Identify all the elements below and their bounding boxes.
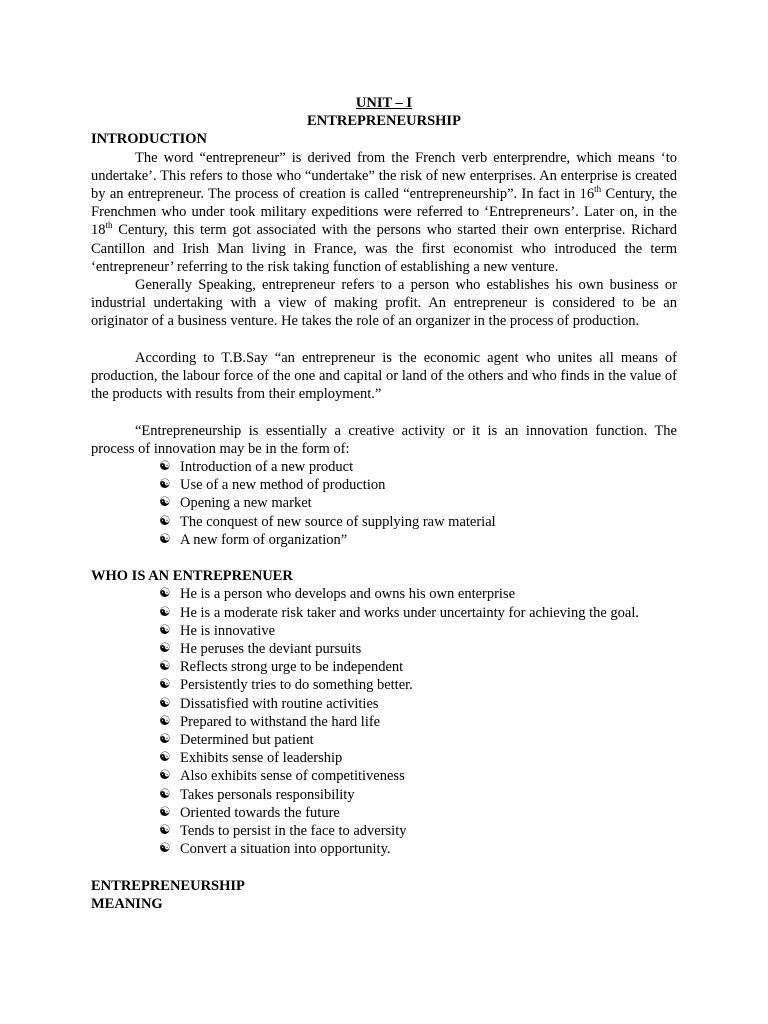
list-item [159,749,677,767]
yin-yang-bullet-icon: ☯ [159,732,171,748]
list-item [159,786,677,804]
list-item-text: He is innovative [180,622,276,639]
yin-yang-bullet-icon: ☯ [159,495,171,511]
list-item [159,585,677,603]
spacer [91,858,677,876]
list-item [159,658,677,676]
yin-yang-bullet-icon: ☯ [159,513,171,529]
superscript-th-2: th [105,220,113,231]
innovation-list [91,458,677,549]
yin-yang-bullet-icon: ☯ [159,713,171,729]
list-item-text: Tends to persist in the face to adversity [180,823,407,840]
list-item [159,731,677,749]
spacer [91,403,677,421]
list-item-text: Use of a new method of production [180,477,386,494]
list-item-text: Also exhibits sense of competitiveness [180,768,405,785]
yin-yang-bullet-icon: ☯ [159,823,171,839]
list-item-text: Persistently tries to do something better. [180,677,413,694]
list-item [159,767,677,785]
innovation-paragraph: “Entrepreneurship is essentially a creative activity or it is an innovation function. The process of innovation may be in the form of: [91,422,677,457]
list-item-text: He is a moderate risk taker and works under uncertainty for achieving the goal. [180,604,640,621]
list-item [159,822,677,840]
intro-paragraph-1 [91,149,677,276]
list-item-text: Takes personals responsibility [180,786,355,803]
yin-yang-bullet-icon: ☯ [159,786,171,802]
list-item [159,840,677,858]
list-item-text: The conquest of new source of supplying raw material [180,513,496,530]
introduction-heading: INTRODUCTION [91,131,208,148]
list-item [159,494,677,512]
list-item-text: Prepared to withstand the hard life [180,713,381,730]
list-item-text: Opening a new market [180,495,312,512]
list-item-text: Determined but patient [180,732,314,749]
list-item [159,640,677,658]
who-list [91,585,677,858]
intro-paragraph-2: Generally Speaking, entrepreneur refers to a person who establishes his own business or industrial undertaking with a view of making profit. An entrepreneur is considered to be an originator of a business venture. He takes the role of an organizer in the process of production. [91,277,677,330]
yin-yang-bullet-icon: ☯ [159,677,171,693]
intro-p1-part-a: The word “entrepreneur” is derived from the French verb enterprendre, which means ‘to undertake’. This refers to those who “undertake” the risk of new enterprises. An enterprise is created by an entrepreneur. The process of creation is called “entrepreneurship”. In fact in 16 [91,149,677,203]
yin-yang-bullet-icon: ☯ [159,695,171,711]
yin-yang-bullet-icon: ☯ [159,459,171,475]
list-item-text: Introduction of a new product [180,459,354,476]
list-item-text: Reflects strong urge to be independent [180,659,404,676]
spacer [91,549,677,567]
document-content [91,94,677,913]
list-item [159,804,677,822]
yin-yang-bullet-icon: ☯ [159,477,171,493]
list-item [159,476,677,494]
list-item [159,604,677,622]
list-item-text: A new form of organization” [180,531,348,548]
yin-yang-bullet-icon: ☯ [159,841,171,857]
tbsay-quote-paragraph: According to T.B.Say “an entrepreneur is the economic agent who unites all means of production, the labour force of the one and capital or land of the others and who finds in the value of the products with results from their employment.” [91,349,677,403]
yin-yang-bullet-icon: ☯ [159,586,171,602]
meaning-heading: MEANING [91,895,163,912]
list-item [159,713,677,731]
yin-yang-bullet-icon: ☯ [159,768,171,784]
yin-yang-bullet-icon: ☯ [159,622,171,638]
who-is-entrepreneur-heading: WHO IS AN ENTREPRENUER [91,568,293,585]
yin-yang-bullet-icon: ☯ [159,750,171,766]
unit-title: UNIT – I [355,95,413,111]
list-item [159,513,677,531]
list-item [159,695,677,713]
yin-yang-bullet-icon: ☯ [159,641,171,657]
list-item [159,676,677,694]
list-item-text: Exhibits sense of leadership [180,750,343,767]
yin-yang-bullet-icon: ☯ [159,659,171,675]
intro-p1-part-b: Century, the Frenchmen who under took military expeditions were referred to ‘Entrepreneurs’. Later on, in the 18 [91,186,677,239]
yin-yang-bullet-icon: ☯ [159,804,171,820]
list-item-text: Dissatisfied with routine activities [180,695,379,712]
list-item [159,458,677,476]
spacer [91,331,677,349]
superscript-th-1: th [594,184,602,195]
list-item-text: Convert a situation into opportunity. [180,841,391,858]
list-item-text: Oriented towards the future [180,804,340,821]
entrepreneurship-heading: ENTREPRENEURSHIP [91,877,245,894]
list-item [159,622,677,640]
list-item [159,531,677,549]
yin-yang-bullet-icon: ☯ [159,604,171,620]
yin-yang-bullet-icon: ☯ [159,531,171,547]
main-title: ENTREPRENEURSHIP [307,113,461,130]
list-item-text: He peruses the deviant pursuits [180,641,362,658]
intro-p1-part-c: Century, this term got associated with the persons who started their own enterprise. Richard Cantillon and Irish Man living in France, was the first economist who introduced the term ‘entrepreneur’ referring to the risk taking function of establishing a new venture. [91,222,677,275]
list-item-text: He is a person who develops and owns his own enterprise [180,586,516,603]
